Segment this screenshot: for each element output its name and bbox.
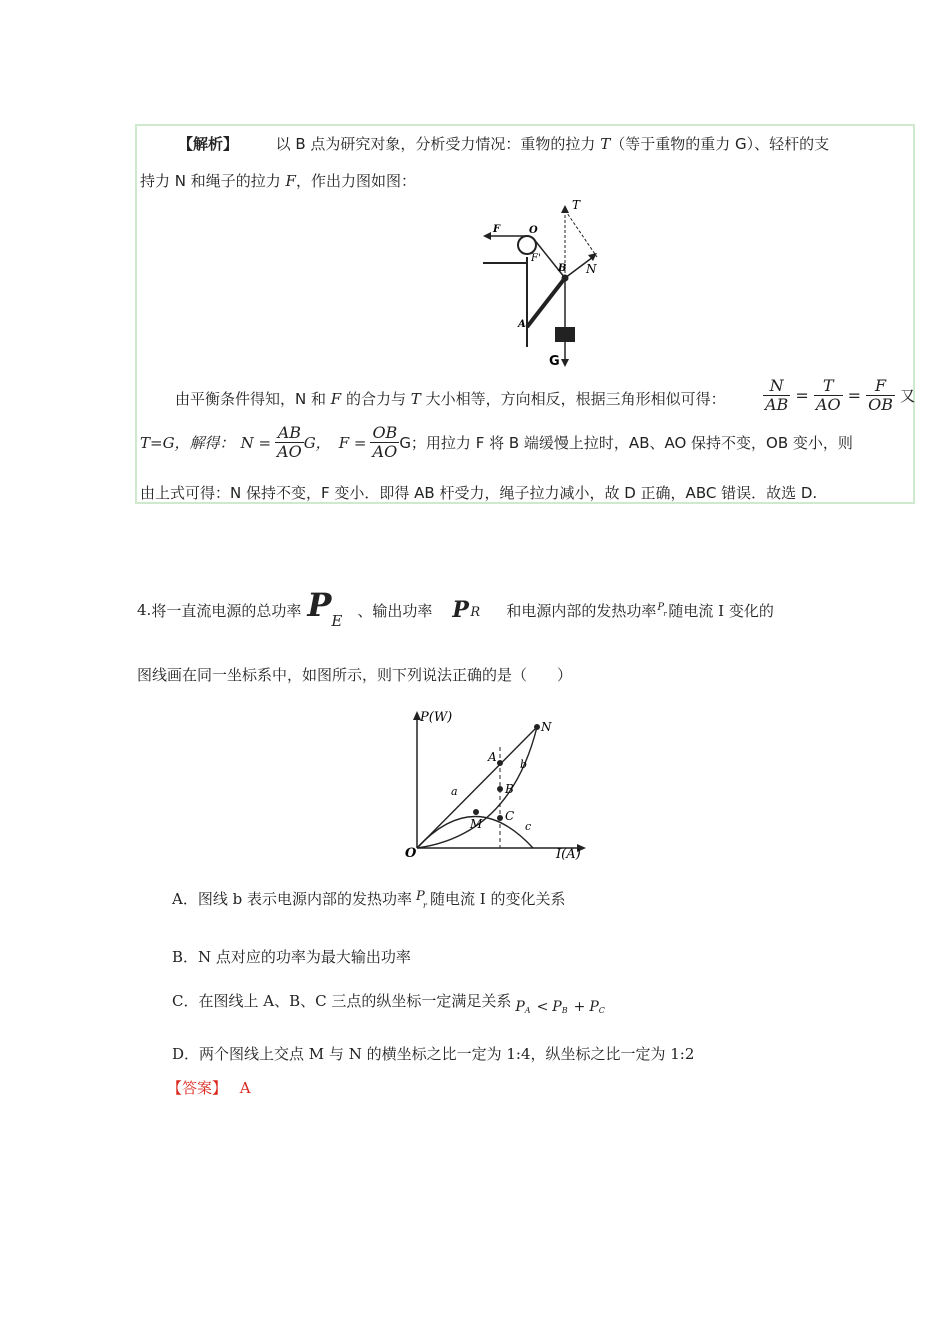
answer-value: A	[239, 1079, 251, 1097]
question-number: 4.	[137, 601, 152, 619]
option-C[interactable]	[172, 985, 605, 1015]
point-C	[497, 815, 503, 821]
label-B: B	[558, 263, 567, 274]
power-current-graph	[400, 705, 595, 865]
label-point-A: A	[488, 750, 497, 764]
symbol-PR: P R	[452, 597, 481, 623]
weight-block	[555, 327, 575, 342]
fraction-T-AO: $\frac{T}{AO}$	[815, 376, 841, 414]
rod-AB	[527, 278, 565, 327]
analysis-text-3-end: 又	[900, 387, 916, 405]
analysis-line-2	[140, 170, 416, 191]
label-A: A	[518, 319, 526, 330]
point-M	[473, 809, 479, 815]
label-T: T	[572, 198, 581, 212]
point-B	[497, 786, 503, 792]
point-A	[497, 760, 503, 766]
symbol-T: T	[600, 135, 611, 153]
fraction-OB-AO: $\frac{OB}{AO}$	[372, 423, 398, 461]
analysis-text-2: 持力 N 和绳子的拉力	[140, 172, 281, 190]
analysis-text-4-start: T=G，解得：	[140, 434, 235, 452]
label-Fprime: F'	[531, 253, 541, 264]
point-N	[534, 724, 540, 730]
option-B[interactable]: B．N 点对应的功率为最大输出功率	[172, 948, 411, 966]
option-A-text: A．图线 b 表示电源内部的发热功率	[172, 889, 412, 908]
label-point-N: N	[541, 720, 552, 734]
question-stem-1c: 和电源内部的发热功率	[506, 601, 657, 620]
symbol-T-2: T	[410, 390, 421, 408]
ratio-equation: $\frac{N}{AB}$ = $\frac{T}{AO}$ = $\frac{F}{OB}$ 又	[765, 376, 916, 414]
analysis-text-1: 以 B 点为研究对象，分析受力情况：重物的拉力	[275, 135, 596, 153]
analysis-label: 【解析】	[178, 135, 239, 153]
label-G: G	[549, 354, 560, 369]
analysis-text-2-tail: ，作出力图如图：	[295, 172, 416, 190]
analysis-line-3	[175, 388, 726, 409]
force-diagram	[475, 195, 625, 370]
symbol-F-2: F	[330, 390, 342, 408]
label-curve-c: c	[525, 820, 532, 833]
y-axis-label: P(W)	[420, 710, 453, 725]
fraction-AB-AO: $\frac{AB}{AO}$	[277, 423, 302, 461]
equation-N: N =	[240, 433, 272, 452]
analysis-line-5: 由上式可得：N 保持不变，F 变小．即得 AB 杆受力，绳子拉力减小，故 D 正确，ABC 错误．故选 D.	[140, 484, 818, 502]
question-stem-line-2: 图线画在同一坐标系中，如图所示，则下列说法正确的是（ ）	[137, 666, 573, 684]
label-curve-a: a	[451, 785, 458, 798]
analysis-text-4-g: G，	[303, 434, 331, 452]
question-stem-1d: 随电流 I 变化的	[668, 601, 774, 620]
label-curve-b: b	[520, 758, 528, 771]
origin-label: O	[405, 846, 417, 861]
equation-F: F =	[338, 433, 367, 452]
option-A-text-tail: 随电流 I 的变化关系	[429, 889, 566, 908]
analysis-line-1	[178, 133, 829, 154]
fraction-N-AB: $\frac{N}{AB}$	[765, 376, 789, 414]
label-point-M: M	[470, 817, 483, 831]
question-stem-1b: 、输出功率	[357, 601, 433, 620]
analysis-text-1-tail: （等于重物的重力 G）、轻杆的支	[610, 135, 830, 153]
inequality-expression: P A < P B + P C	[515, 999, 605, 1015]
label-O: O	[529, 225, 538, 236]
answer-line	[167, 1077, 251, 1098]
symbol-F: F	[285, 172, 296, 190]
x-axis-label: I(A)	[556, 847, 581, 862]
label-point-B: B	[505, 782, 514, 796]
label-N: N	[586, 262, 597, 276]
symbol-PE: P E	[307, 586, 343, 630]
question-stem-1a: 将一直流电源的总功率	[151, 601, 302, 620]
label-point-C: C	[505, 809, 515, 823]
label-F: F	[493, 224, 501, 235]
analysis-text-4-tail: G；用拉力 F 将 B 端缓慢上拉时，AB、AO 保持不变，OB 变小，则	[399, 434, 853, 452]
option-C-text: C．在图线上 A、B、C 三点的纵坐标一定满足关系	[172, 991, 512, 1010]
question-stem-line-1	[137, 586, 774, 630]
analysis-text-3-mid: 的合力与	[345, 390, 406, 408]
analysis-text-3-tail: 大小相等，方向相反，根据三角形相似可得：	[425, 390, 726, 408]
option-A[interactable]	[172, 885, 565, 911]
answer-label: 【答案】	[167, 1079, 228, 1097]
analysis-line-4	[140, 424, 853, 461]
option-D[interactable]: D．两个图线上交点 M 与 N 的横坐标之比一定为 1:4，纵坐标之比一定为 1:2	[172, 1045, 695, 1063]
analysis-text-3: 由平衡条件得知，N 和	[175, 390, 326, 408]
fraction-F-OB: $\frac{F}{OB}$	[868, 376, 894, 414]
symbol-Pr-option: P r	[415, 889, 427, 910]
symbol-Pr: P r	[657, 602, 667, 618]
